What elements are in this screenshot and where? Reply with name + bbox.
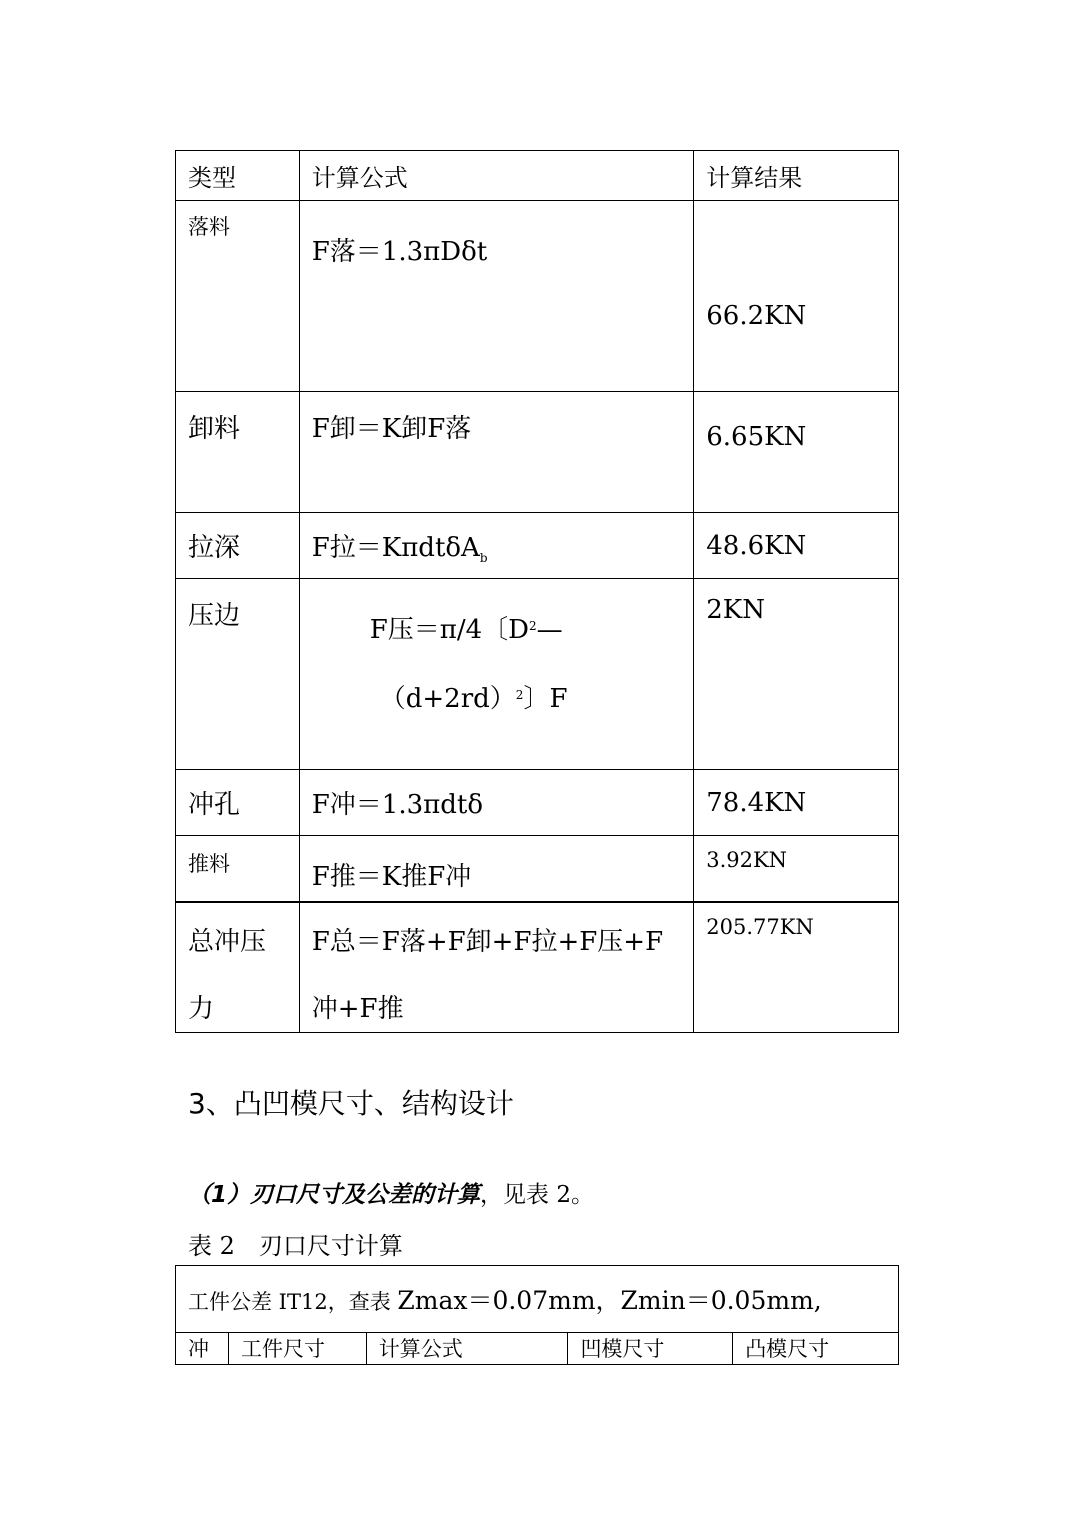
row-formula: F冲＝1.3πdtδ [299, 770, 693, 836]
header-cell: 凹模尺寸 [568, 1333, 733, 1365]
subsection-text: ，见表 2。 [480, 1182, 594, 1208]
table-row [176, 902, 899, 1033]
row-result: 48.6KN [694, 513, 899, 579]
row-result: 205.77KN [694, 902, 899, 1033]
header-result: 计算结果 [694, 151, 899, 201]
subsection-heading [188, 1176, 594, 1209]
formula-text: （d+2rd） [379, 684, 516, 714]
note-text: 工件公差 IT12，查表 [188, 1290, 398, 1314]
header-cell: 计算公式 [366, 1333, 568, 1365]
formula-line: 冲+F推 [311, 993, 404, 1024]
row-formula [299, 902, 693, 1033]
row-type: 压边 [176, 579, 300, 770]
formula-superscript: 2 [515, 688, 524, 702]
table-row [176, 513, 899, 579]
formula-main: F拉＝KπdtδA [311, 532, 480, 563]
row-formula [299, 513, 693, 579]
type-line: 总冲压 [188, 926, 267, 957]
edge-dimension-table [175, 1265, 899, 1365]
row-result: 2KN [694, 579, 899, 770]
header-cell: 凸模尺寸 [733, 1333, 899, 1365]
table-caption: 表 2 刃口尺寸计算 [188, 1232, 403, 1260]
section-heading: 3、凸凹模尺寸、结构设计 [188, 1087, 514, 1120]
formula-superscript: 2 [529, 619, 537, 633]
table-row [176, 392, 899, 513]
row-result: 3.92KN [694, 836, 899, 902]
subsection-title: （1）刃口尺寸及公差的计算 [188, 1182, 481, 1208]
tolerance-note [176, 1266, 899, 1333]
formula-text: — [536, 615, 563, 645]
table-header-row [176, 151, 899, 201]
row-result: 78.4KN [694, 770, 899, 836]
row-formula: F落＝1.3πDδt [299, 201, 693, 392]
table-row [176, 836, 899, 902]
formula-line [370, 609, 693, 646]
header-cell: 工件尺寸 [228, 1333, 366, 1365]
row-formula: F卸＝K卸F落 [299, 392, 693, 513]
row-type: 落料 [176, 201, 300, 392]
formula-line: F总＝F落+F卸+F拉+F压+F [311, 926, 664, 957]
row-type: 卸料 [176, 392, 300, 513]
row-type: 冲孔 [176, 770, 300, 836]
header-type: 类型 [176, 151, 300, 201]
table-row [176, 770, 899, 836]
clearance-values: Zmax＝0.07mm，Zmin＝0.05mm, [397, 1286, 822, 1315]
type-line: 力 [188, 993, 215, 1024]
table-header-row [176, 1333, 899, 1365]
row-formula [299, 579, 693, 770]
header-formula: 计算公式 [299, 151, 693, 201]
table-row [176, 201, 899, 392]
header-cell: 冲 [176, 1333, 229, 1365]
formula-subscript: b [479, 550, 488, 565]
row-type: 推料 [176, 836, 300, 902]
punch-force-table [175, 150, 899, 1033]
row-type: 拉深 [176, 513, 300, 579]
note-row [176, 1266, 899, 1333]
table-row [176, 579, 899, 770]
formula-text: F压＝π/4〔D [369, 615, 530, 645]
formula-text: 〕F [523, 684, 568, 714]
formula-line [380, 678, 693, 715]
row-result: 6.65KN [694, 392, 899, 513]
row-type [176, 902, 300, 1033]
row-result: 66.2KN [694, 201, 899, 392]
row-formula: F推＝K推F冲 [299, 836, 693, 902]
